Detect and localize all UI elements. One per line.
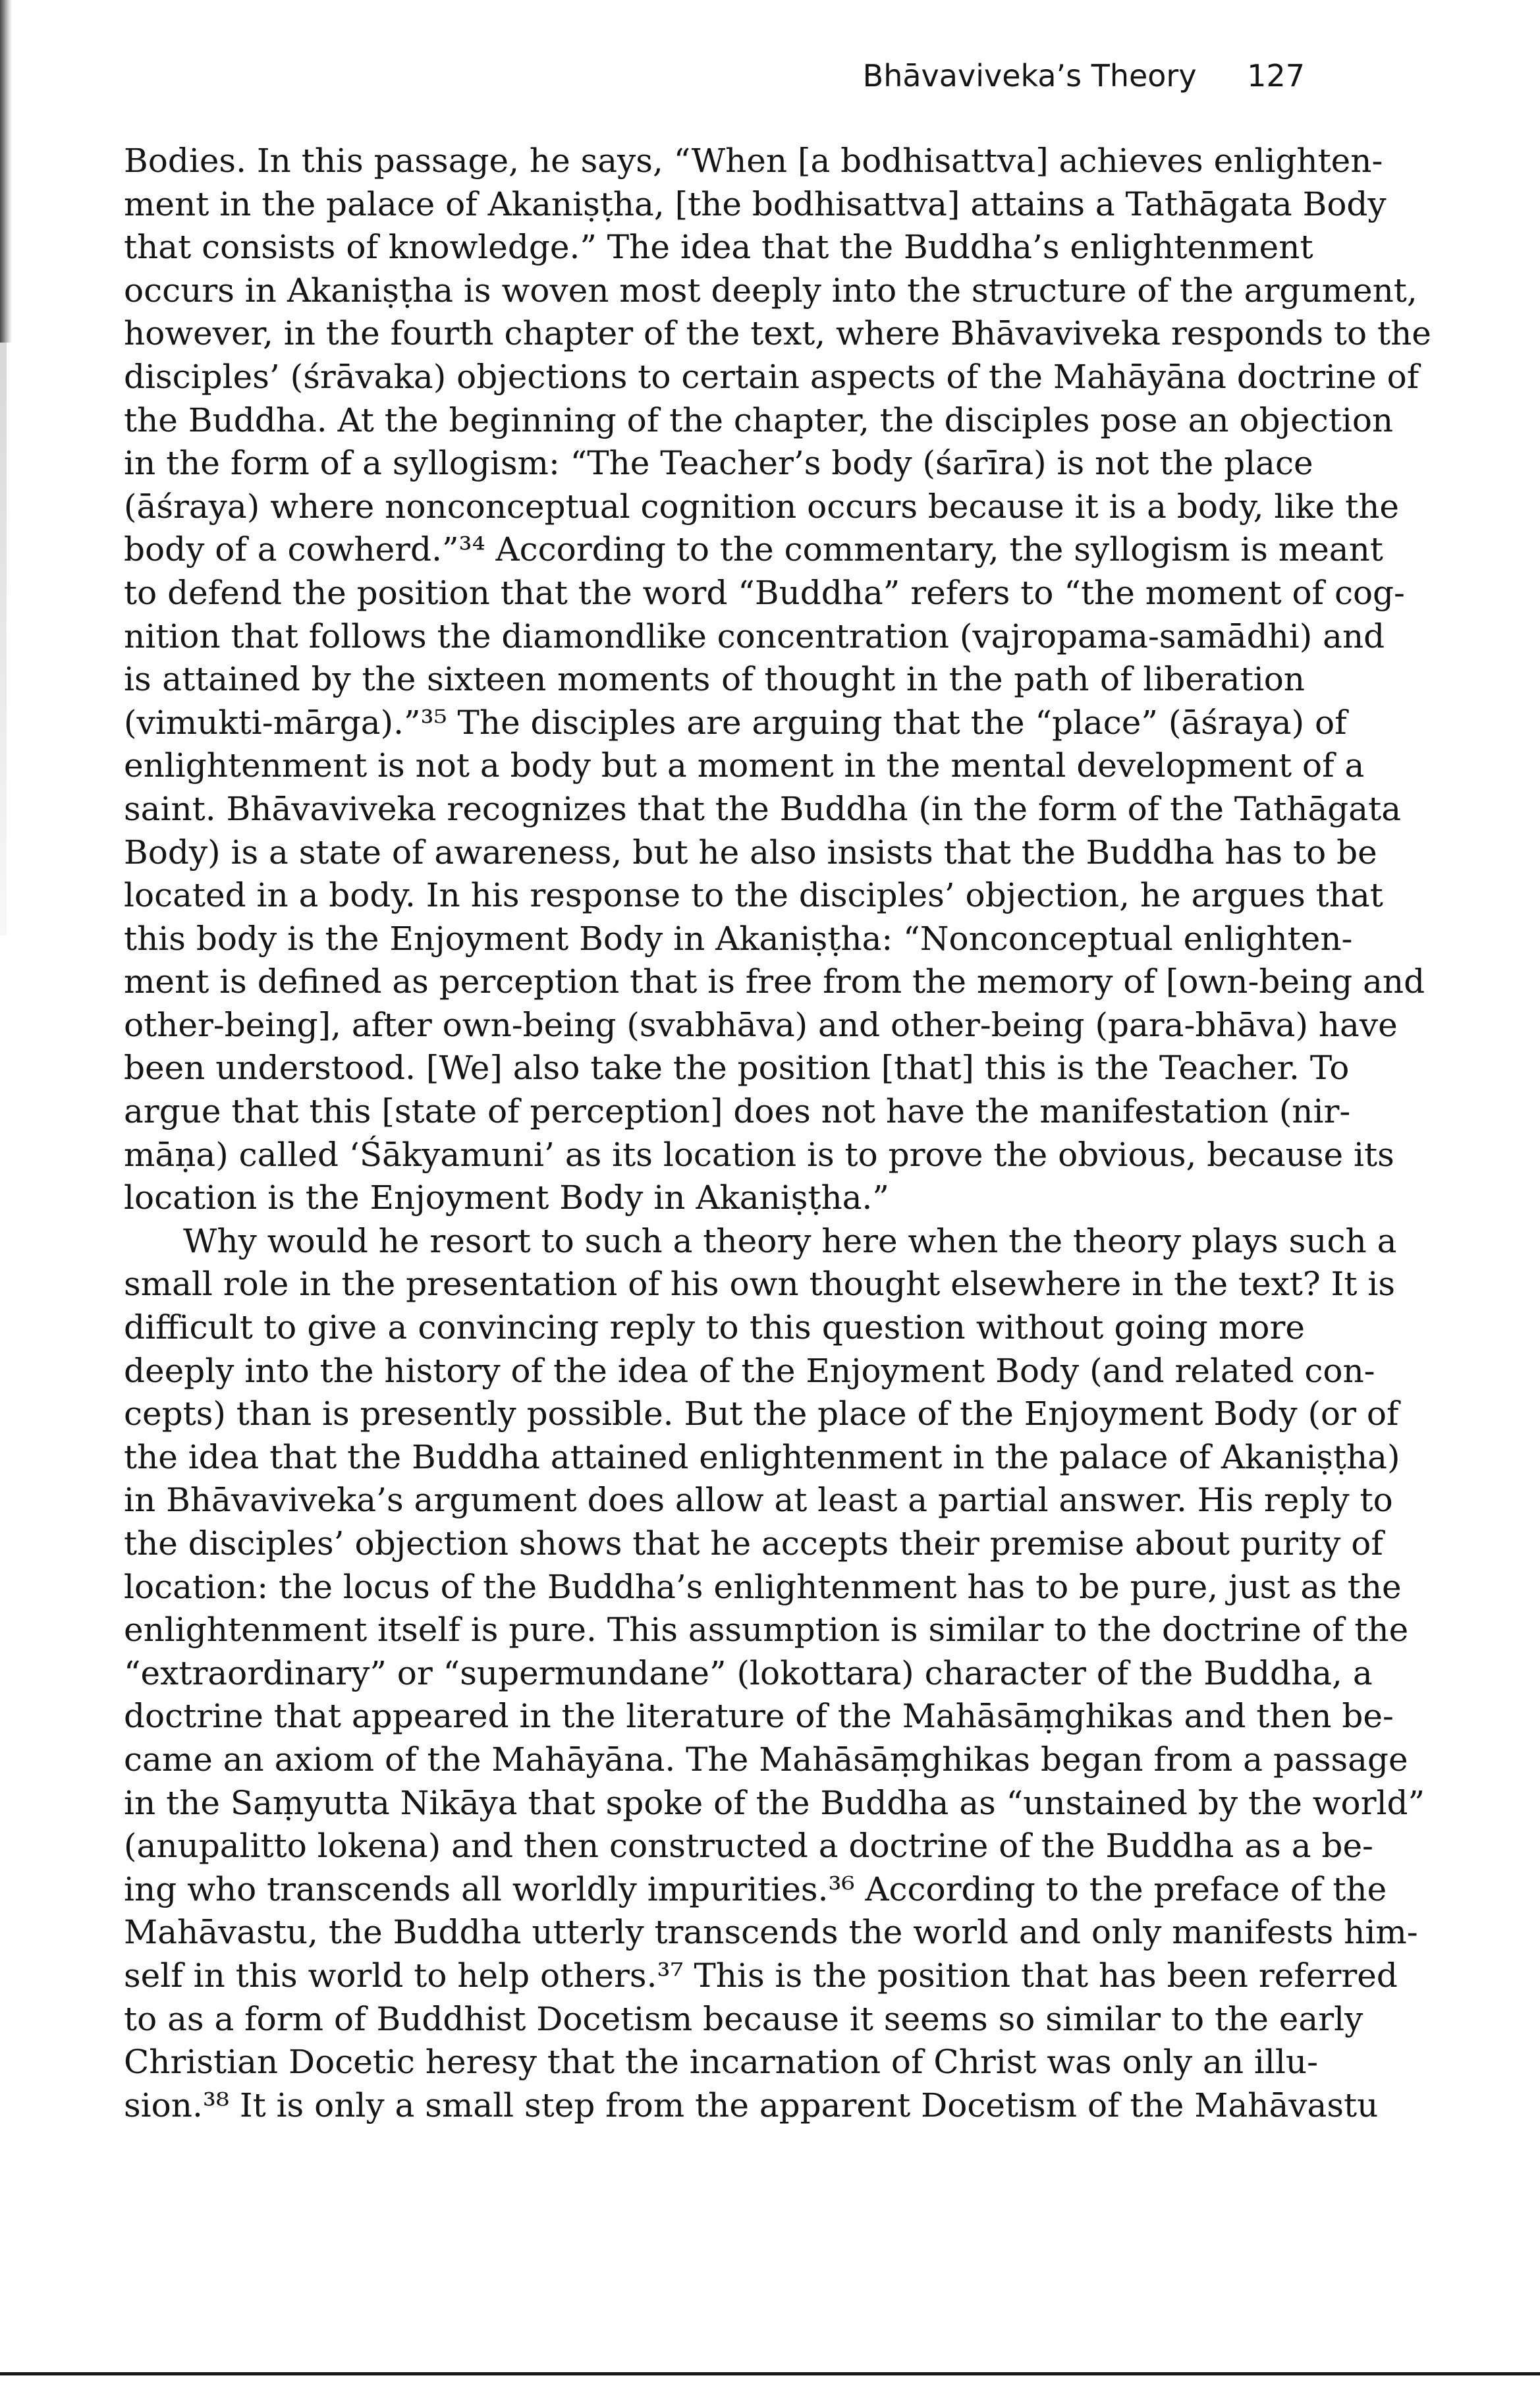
text-line: Mahāvastu, the Buddha utterly transcends the world and only manifests him- <box>124 1913 1418 1952</box>
text-line: saint. Bhāvaviveka recognizes that the Buddha (in the form of the Tathāgata <box>124 789 1402 828</box>
text-line: (āśraya) where nonconceptual cognition occurs because it is a body, like the <box>124 487 1400 526</box>
text-line: enlightenment itself is pure. This assumption is similar to the doctrine of the <box>124 1611 1409 1650</box>
text-line: to as a form of Buddhist Docetism because it seems so similar to the early <box>124 1999 1363 2038</box>
running-head <box>124 58 1305 94</box>
text-line: in Bhāvaviveka’s argument does allow at least a partial answer. His reply to <box>124 1481 1393 1520</box>
page-number: 127 <box>1247 58 1305 94</box>
text-line: cepts) than is presently possible. But the place of the Enjoyment Body (or of <box>124 1395 1399 1433</box>
text-line: difficult to give a convincing reply to this question without going more <box>124 1308 1305 1347</box>
text-line: this body is the Enjoyment Body in Akaniṣṭha: “Nonconceptual enlighten- <box>124 919 1353 958</box>
text-line: Bodies. In this passage, he says, “When [a bodhisattva] achieves enlighten- <box>124 142 1383 180</box>
text-line: “extraordinary” or “supermundane” (lokottara) character of the Buddha, a <box>124 1653 1373 1692</box>
text-line: doctrine that appeared in the literature of the Mahāsāṃghikas and then be- <box>124 1697 1394 1736</box>
text-line: in the Saṃyutta Nikāya that spoke of the Buddha as “unstained by the world” <box>124 1783 1425 1822</box>
body-text <box>124 140 1431 2127</box>
text-line: to defend the position that the word “Buddha” refers to “the moment of cog- <box>124 573 1405 612</box>
text-line: location is the Enjoyment Body in Akaniṣṭha.” <box>124 1179 889 1217</box>
text-line: located in a body. In his response to the disciples’ objection, he argues that <box>124 876 1383 915</box>
text-line: (vimukti-mārga).”³⁵ The disciples are arguing that the “place” (āśraya) of <box>124 703 1347 742</box>
paragraph <box>124 1220 1425 2127</box>
text-line: the idea that the Buddha attained enlightenment in the palace of Akaniṣṭha) <box>124 1437 1400 1476</box>
text-line: however, in the fourth chapter of the text, where Bhāvaviveka responds to the <box>124 314 1431 353</box>
text-line: ment is defined as perception that is free from the memory of [own-being and <box>124 962 1425 1001</box>
text-line: came an axiom of the Mahāyāna. The Mahāsāṃghikas began from a passage <box>124 1740 1408 1779</box>
text-line: small role in the presentation of his own thought elsewhere in the text? It is <box>124 1265 1396 1304</box>
paragraph <box>124 140 1431 1220</box>
text-line: location: the locus of the Buddha’s enlightenment has to be pure, just as the <box>124 1567 1402 1606</box>
text-line: Why would he resort to such a theory here when the theory plays such a <box>183 1221 1397 1260</box>
text-line: Body) is a state of awareness, but he also insists that the Buddha has to be <box>124 833 1377 872</box>
text-line: the disciples’ objection shows that he accepts their premise about purity of <box>124 1524 1383 1563</box>
text-line: Christian Docetic heresy that the incarnation of Christ was only an illu- <box>124 2043 1318 2082</box>
text-line: body of a cowherd.”³⁴ According to the commentary, the syllogism is meant <box>124 530 1383 569</box>
text-line: ing who transcends all worldly impurities.³⁶ According to the preface of the <box>124 1870 1387 1908</box>
text-line: enlightenment is not a body but a moment in the mental development of a <box>124 746 1365 785</box>
text-line: occurs in Akaniṣṭha is woven most deeply into the structure of the argument, <box>124 271 1417 310</box>
text-line: nition that follows the diamondlike concentration (vajropama-samādhi) and <box>124 617 1385 655</box>
scan-page-edge <box>0 0 12 343</box>
running-title: Bhāvaviveka’s Theory <box>862 58 1197 94</box>
text-line: ment in the palace of Akaniṣṭha, [the bodhisattva] attains a Tathāgata Body <box>124 184 1387 223</box>
text-line: self in this world to help others.³⁷ This is the position that has been referred <box>124 1956 1398 1995</box>
text-line: sion.³⁸ It is only a small step from the apparent Docetism of the Mahāvastu <box>124 2086 1379 2124</box>
text-line: deeply into the history of the idea of the Enjoyment Body (and related con- <box>124 1351 1375 1390</box>
text-line: is attained by the sixteen moments of thought in the path of liberation <box>124 660 1305 699</box>
text-line: disciples’ (śrāvaka) objections to certain aspects of the Mahāyāna doctrine of <box>124 357 1419 396</box>
text-line: argue that this [state of perception] does not have the manifestation (nir- <box>124 1092 1351 1131</box>
text-line: been understood. [We] also take the position [that] this is the Teacher. To <box>124 1049 1350 1088</box>
scan-bottom-edge <box>0 2372 1540 2375</box>
text-line: other-being], after own-being (svabhāva) and other-being (para-bhāva) have <box>124 1005 1398 1044</box>
scan-page-edge-shadow <box>0 343 7 935</box>
text-line: (anupalitto lokena) and then constructed a doctrine of the Buddha as a be- <box>124 1827 1373 1866</box>
text-line: in the form of a syllogism: “The Teacher’s body (śarīra) is not the place <box>124 444 1313 483</box>
text-line: the Buddha. At the beginning of the chapter, the disciples pose an objection <box>124 401 1394 439</box>
text-line: māṇa) called ‘Śākyamuni’ as its location is to prove the obvious, because its <box>124 1135 1394 1174</box>
text-line: that consists of knowledge.” The idea that the Buddha’s enlightenment <box>124 228 1313 267</box>
